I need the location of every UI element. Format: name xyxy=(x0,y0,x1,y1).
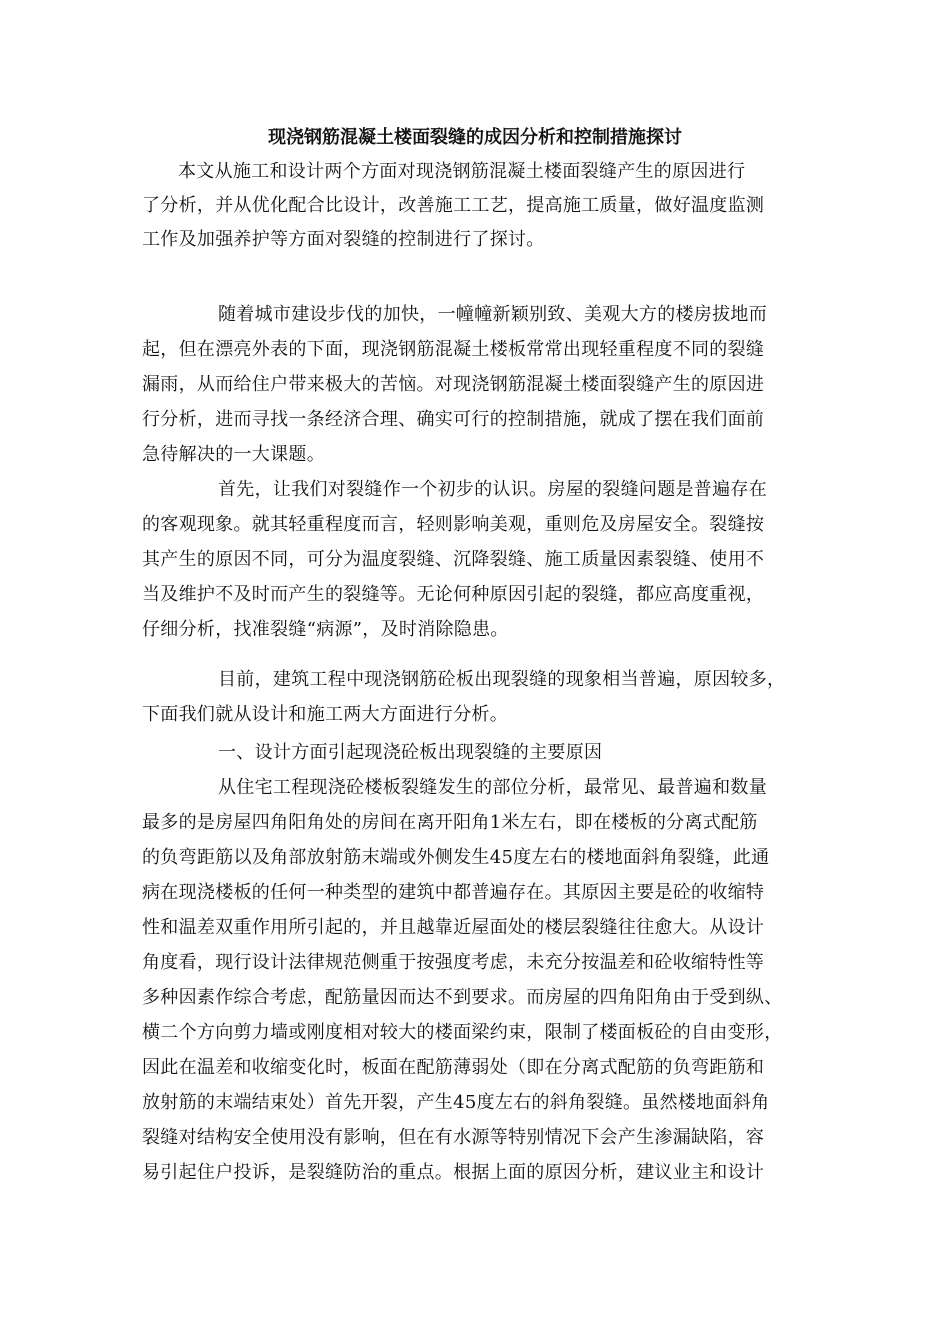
body-line: 放射筋的末端结束处）首先开裂，产生45度左右的斜角裂缝。虽然楼地面斜角 xyxy=(142,1092,770,1113)
body-line: 漏雨，从而给住户带来极大的苦恼。对现浇钢筋混凝土楼面裂缝产生的原因进 xyxy=(142,374,765,395)
body-line: 性和温差双重作用所引起的，并且越靠近屋面处的楼层裂缝往往愈大。从设计 xyxy=(142,917,765,938)
body-line: 随着城市建设步伐的加快，一幢幢新颖别致、美观大方的楼房拔地而 xyxy=(218,304,767,325)
body-line: 行分析，进而寻找一条经济合理、确实可行的控制措施，就成了摆在我们面前 xyxy=(142,409,765,430)
body-line: 因此在温差和收缩变化时，板面在配筋薄弱处（即在分离式配筋的负弯距筋和 xyxy=(142,1057,765,1078)
body-line: 多种因素作综合考虑，配筋量因而达不到要求。而房屋的四角阳角由于受到纵、 xyxy=(142,987,783,1008)
body-line: 横二个方向剪力墙或刚度相对较大的楼面梁约束，限制了楼面板砼的自由变形， xyxy=(142,1022,783,1043)
body-line: 角度看，现行设计法律规范侧重于按强度考虑，未充分按温差和砼收缩特性等 xyxy=(142,952,765,973)
body-line: 从住宅工程现浇砼楼板裂缝发生的部位分析，最常见、最普遍和数量 xyxy=(218,777,767,798)
body-line: 其产生的原因不同，可分为温度裂缝、沉降裂缝、施工质量因素裂缝、使用不 xyxy=(142,549,765,570)
body-line: 首先，让我们对裂缝作一个初步的认识。房屋的裂缝问题是普遍存在 xyxy=(218,479,767,500)
body-line: 下面我们就从设计和施工两大方面进行分析。 xyxy=(142,704,508,725)
body-line: 病在现浇楼板的任何一种类型的建筑中都普遍存在。其原因主要是砼的收缩特 xyxy=(142,882,765,903)
abstract-line: 工作及加强养护等方面对裂缝的控制进行了探讨。 xyxy=(142,229,545,250)
body-line: 最多的是房屋四角阳角处的房间在离开阳角1米左右，即在楼板的分离式配筋 xyxy=(142,812,758,833)
body-line: 目前，建筑工程中现浇钢筋砼板出现裂缝的现象相当普遍，原因较多， xyxy=(218,669,786,690)
body-line: 当及维护不及时而产生的裂缝等。无论何种原因引起的裂缝，都应高度重视， xyxy=(142,584,765,605)
body-line: 的负弯距筋以及角部放射筋末端或外侧发生45度左右的楼地面斜角裂缝，此通 xyxy=(142,847,770,868)
body-line: 的客观现象。就其轻重程度而言，轻则影响美观，重则危及房屋安全。裂缝按 xyxy=(142,514,765,535)
document-title: 现浇钢筋混凝土楼面裂缝的成因分析和控制措施探讨 xyxy=(268,127,682,148)
abstract-line: 了分析，并从优化配合比设计，改善施工工艺，提高施工质量，做好温度监测 xyxy=(142,195,765,216)
body-line: 裂缝对结构安全使用没有影响，但在有水源等特别情况下会产生渗漏缺陷，容 xyxy=(142,1127,765,1148)
section-heading: 一、设计方面引起现浇砼板出现裂缝的主要原因 xyxy=(218,742,603,763)
body-line: 易引起住户投诉，是裂缝防治的重点。根据上面的原因分析，建议业主和设计 xyxy=(142,1162,765,1183)
body-line: 急待解决的一大课题。 xyxy=(142,444,325,465)
body-line: 起，但在漂亮外表的下面，现浇钢筋混凝土楼板常常出现轻重程度不同的裂缝 xyxy=(142,339,765,360)
abstract-line: 本文从施工和设计两个方面对现浇钢筋混凝土楼面裂缝产生的原因进行 xyxy=(178,161,746,182)
body-line: 仔细分析，找准裂缝“病源”，及时消除隐患。 xyxy=(142,619,509,640)
